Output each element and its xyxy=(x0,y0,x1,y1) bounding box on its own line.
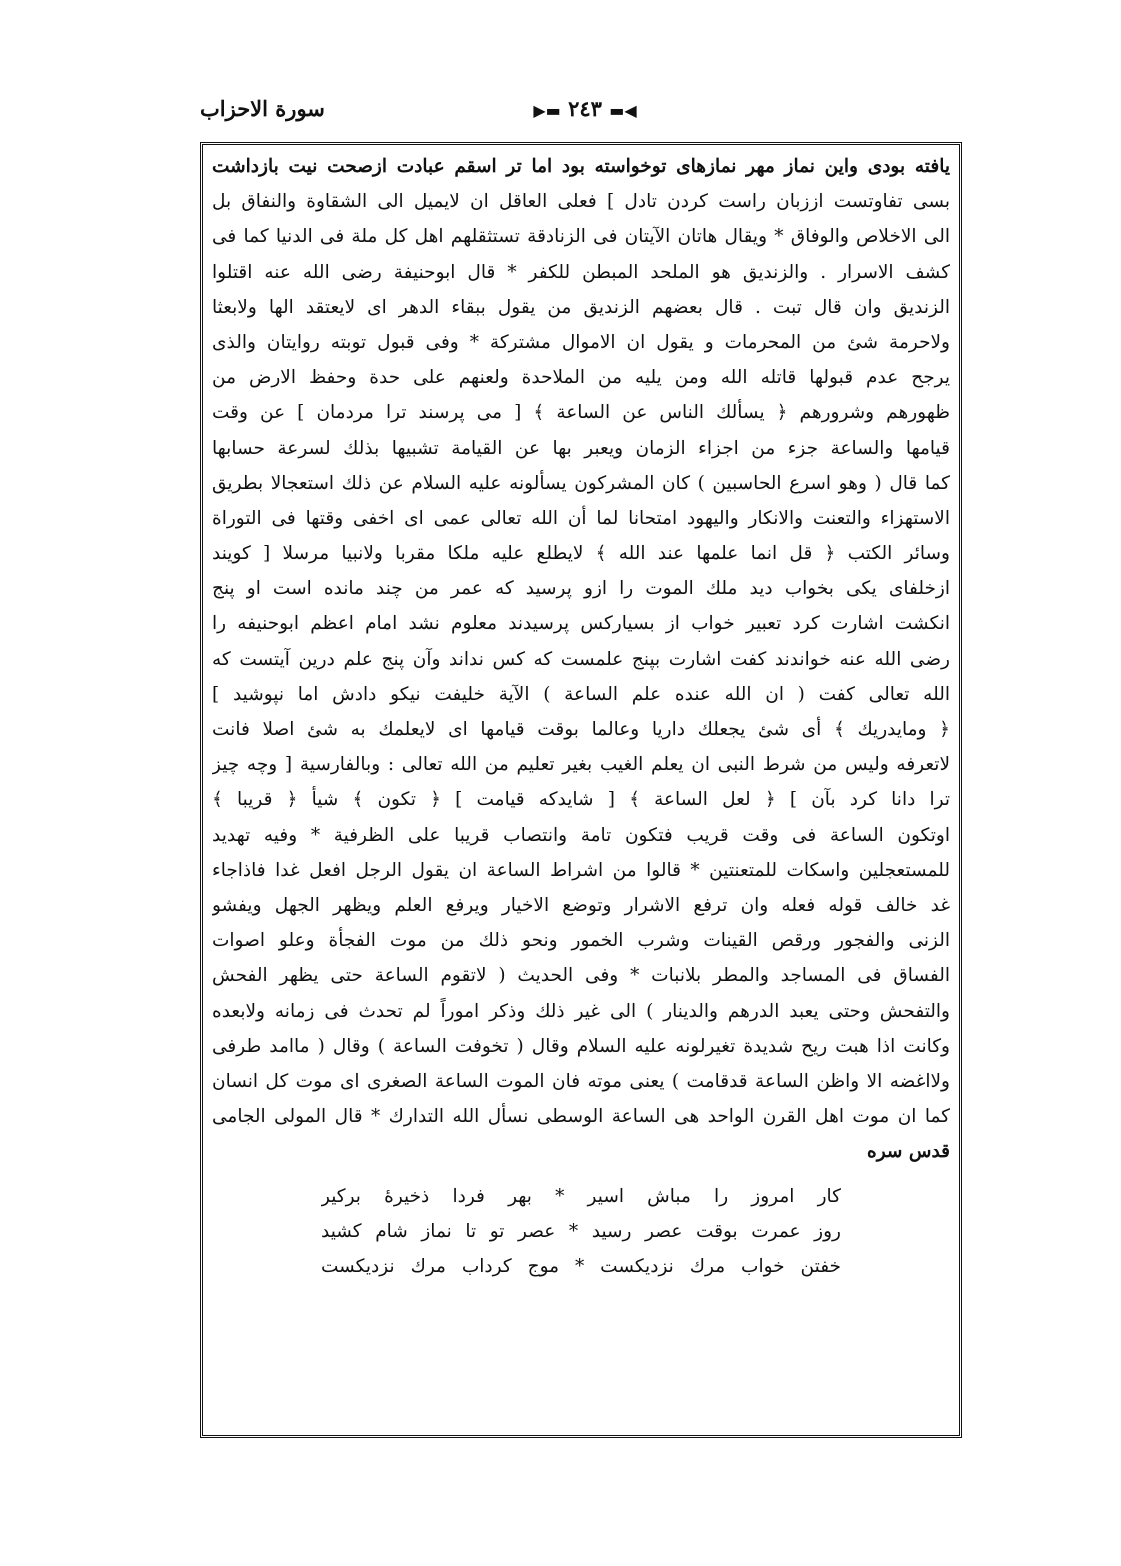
ornament-left-icon: ◀▬ xyxy=(609,101,637,120)
text-line: الفساق فى المساجد والمطر بلانبات * وفى الحديث ( لاتقوم الساعة حتى يظهر الفحش xyxy=(212,965,950,987)
text-line: ولااغضه الا واظن الساعة قدقامت ) يعنى موته فان الموت الساعة الصغرى اى موت كل انسان xyxy=(212,1070,950,1092)
text-line: الله تعالى كفت ( ان الله عنده علم الساعة ) الآية خليفت نيكو دادش اما نپوشيد ] xyxy=(212,683,950,705)
text-line: للمستعجلين واسكات للمتعنتين * قالوا من اشراط الساعة ان يقول الرجل افعل غدا فاذاجاء xyxy=(212,859,950,881)
text-line: ولاحرمة شئ من المحرمات و يقول ان الاموال مشتركة * وفى قبول توبته روايتان والذى xyxy=(212,331,950,353)
text-line: قيامها والساعة جزء من اجزاء الزمان ويعبر بها عن القيامة تشبيها بذلك لسرعة حسابها xyxy=(212,437,950,459)
text-line: وكانت اذا هبت ريح شديدة تغيرلونه عليه السلام وقال ( تخوفت الساعة ) وقال ( ماامد طرفى xyxy=(212,1035,950,1057)
text-line: ازخلفاى يكى بخواب ديد ملك الموت را ازو پرسيد كه عمر من چند مانده است او پنج xyxy=(212,578,950,600)
page-number-value: ٢٤٣ xyxy=(568,96,602,121)
text-line: بسى تفاوتست اززبان راست كردن تادل ] فعلى العاقل ان لايميل الى الشقاوة والنفاق بل xyxy=(212,191,950,213)
text-line: كما ان موت اهل القرن الواحد هى الساعة الوسطى نسأل الله التدارك * قال المولى الجامى xyxy=(212,1106,950,1128)
text-line: يرجح عدم قبولها قاتله الله ومن يليه من الملاحدة ولعنهم على حدة وحفظ الارض من xyxy=(212,367,950,389)
text-line: والتفحش وحتى يعبد الدرهم والدينار ) الى غير ذلك وذكر اموراً لم تحدث فى زمانه ولابعده xyxy=(212,1000,950,1022)
text-line: كشف الاسرار . والزنديق هو الملحد المبطن للكفر * قال ابوحنيفة رضى الله عنه اقتلوا xyxy=(212,261,950,283)
text-line: الاستهزاء والتعنت والانكار واليهود امتحانا لما أن الله تعالى عمى اى اخفى وقتها فى التوراة xyxy=(212,507,950,529)
text-line: وسائر الكتب ﴿ قل انما علمها عند الله ﴾ لايطلع عليه ملكا مقربا ولانبيا مرسلا [ كويند xyxy=(212,543,950,565)
page-number xyxy=(200,96,970,121)
text-line: يافته بودی واين نماز مهر نمازهای توخواسته بود اما تر اسقم عبادت ازصحت نيت بازداشت xyxy=(212,156,950,177)
text-line: ظهورهم وشرورهم ﴿ يسألك الناس عن الساعة ﴾ [ مى پرسند ترا مردمان ] عن وقت xyxy=(212,402,950,424)
poem-verse: كار امروز را مباش اسير * بهر فردا ذخيرهٔ بركير xyxy=(321,1186,841,1208)
text-line: ترا دانا كرد بآن ] ﴿ لعل الساعة ﴾ [ شايدكه قيامت ] ﴿ تكون ﴾ شيأ ﴿ قريبا ﴾ xyxy=(212,789,950,811)
text-line: رضى الله عنه خواندند كفت اشارت بپنج علمست كه كس نداند وآن پنج علم درين آيتست كه xyxy=(212,648,950,670)
page-header xyxy=(200,96,970,132)
surah-title: سورة الاحزاب xyxy=(200,96,325,121)
text-line: ﴿ ومايدريك ﴾ أى شئ يجعلك داريا وعالما بوقت قيامها اى لايعلمك به شئ اصلا فانت xyxy=(212,719,950,740)
text-line: قدس سره xyxy=(867,1141,950,1163)
text-frame xyxy=(200,142,962,1438)
text-line: كما قال ( وهو اسرع الحاسبين ) كان المشركون يسألونه عليه السلام عن ذلك استعجالا بطريق xyxy=(212,472,950,494)
text-line: انكشت اشارت كرد تعبير خواب از بسياركس پرسيدند معلوم نشد امام اعظم ابوحنيفه را xyxy=(212,613,950,635)
text-line: الزنى والفجور ورقص القينات وشرب الخمور ونحو ذلك من موت الفجأة وعلو اصوات xyxy=(212,930,950,952)
poem-verse: روز عمرت بوقت عصر رسيد * عصر تو تا نماز شام كشيد xyxy=(321,1221,841,1243)
text-line: الى الاخلاص والوفاق * ويقال هاتان الآيتان فى الزنادقة تستثقلهم اهل كل ملة فى الدنيا كما فى xyxy=(212,226,950,248)
ornament-right-icon: ▬▶ xyxy=(533,101,561,120)
text-line: الزنديق وان قال تبت . قال بعضهم الزنديق من يقول ببقاء الدهر اى لايعتقد الها ولابعثا xyxy=(212,296,950,318)
body-text xyxy=(212,149,950,1169)
poem-verse: خفتن خواب مرك نزديكست * موج كرداب مرك نزديكست xyxy=(321,1256,841,1278)
text-line: اوتكون الساعة فى وقت قريب فتكون تامة وانتصاب قريبا على الظرفية * وفيه تهديد xyxy=(212,824,950,846)
text-line: غد خالف قوله فعله وان ترفع الاشرار وتوضع الاخيار ويرفع العلم ويظهر الجهل ويفشو xyxy=(212,894,950,916)
poem xyxy=(212,1179,950,1284)
text-line: لاتعرفه وليس من شرط النبى ان يعلم الغيب بغير تعليم من الله تعالى : وبالفارسية [ وچه چيز xyxy=(212,754,950,776)
